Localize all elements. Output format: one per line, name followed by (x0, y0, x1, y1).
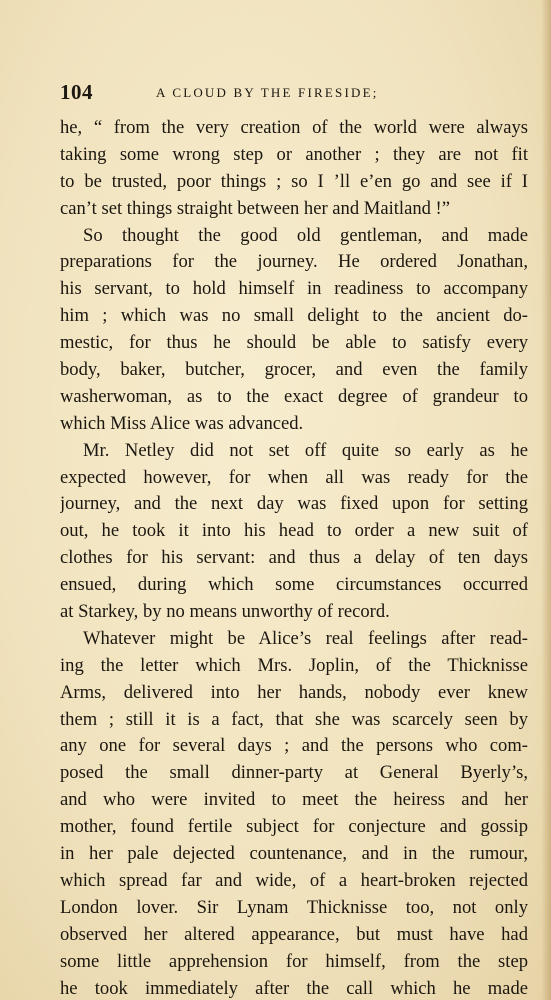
text-line: can’t set things straight between her and Maitland !” (60, 197, 451, 219)
text-line: he, “ from the very creation of the world were always (60, 117, 528, 138)
text-line: observed her altered appearance, but must have had (60, 923, 528, 945)
text-line: expected however, for when all was ready for the (60, 466, 528, 488)
text-line: ing the letter which Mrs. Joplin, of the Thicknisse (60, 654, 528, 676)
text-line: clothes for his servant: and thus a delay of ten days (60, 547, 528, 569)
page-edge-shadow (541, 0, 551, 1000)
text-line: ensued, during which some circumstances occurred (60, 574, 528, 596)
paragraph (60, 438, 528, 626)
text-line: preparations for the journey. He ordered Jonathan, (60, 251, 528, 273)
text-line: and who were invited to meet the heiress and her (60, 789, 528, 811)
text-line: some little apprehension for himself, from the step (60, 950, 528, 972)
text-line: mother, found fertile subject for conjecture and gossip (60, 816, 528, 838)
text-line: which Miss Alice was advanced. (60, 412, 304, 434)
text-line: taking some wrong step or another ; they are not fit (60, 143, 528, 165)
text-line: mestic, for thus he should be able to satisfy every (60, 332, 528, 354)
text-line: body, baker, butcher, grocer, and even the family (60, 359, 528, 381)
text-line: him ; which was no small delight to the ancient do- (60, 305, 528, 327)
text-line: posed the small dinner-party at General Byerly’s, (60, 762, 528, 784)
text-line: in her pale dejected countenance, and in the rumour, (60, 843, 528, 865)
text-line: his servant, to hold himself in readiness to accompany (60, 278, 528, 300)
text-line: them ; still it is a fact, that she was scarcely seen by (60, 708, 528, 730)
text-line: journey, and the next day was fixed upon for setting (60, 493, 528, 515)
text-line: washerwoman, as to the exact degree of grandeur to (60, 385, 528, 407)
text-line: to be trusted, poor things ; so I ’ll e’en go and see if I (60, 170, 528, 192)
paragraph (60, 115, 528, 223)
text-line: Whatever might be Alice’s real feelings after read- (83, 627, 528, 649)
page-number: 104 (60, 80, 93, 104)
paragraph (60, 223, 528, 438)
text-line: Arms, delivered into her hands, nobody ever knew (60, 681, 528, 703)
text-line: So thought the good old gentleman, and made (83, 224, 528, 246)
running-title: A CLOUD BY THE FIRESIDE; (156, 85, 379, 100)
paragraph (60, 626, 528, 1000)
text-line: Mr. Netley did not set off quite so early as he (83, 439, 528, 461)
text-line: any one for several days ; and the persons who com- (60, 735, 528, 757)
text-line: out, he took it into his head to order a new suit of (60, 520, 528, 542)
body-text (60, 115, 528, 1000)
text-line: which spread far and wide, of a heart-broken rejected (60, 869, 528, 891)
text-line: he took immediately after the call which he made (60, 977, 528, 999)
text-line: at Starkey, by no means unworthy of record. (60, 601, 390, 623)
page-header (60, 80, 530, 106)
text-line: London lover. Sir Lynam Thicknisse too, not only (60, 896, 528, 918)
